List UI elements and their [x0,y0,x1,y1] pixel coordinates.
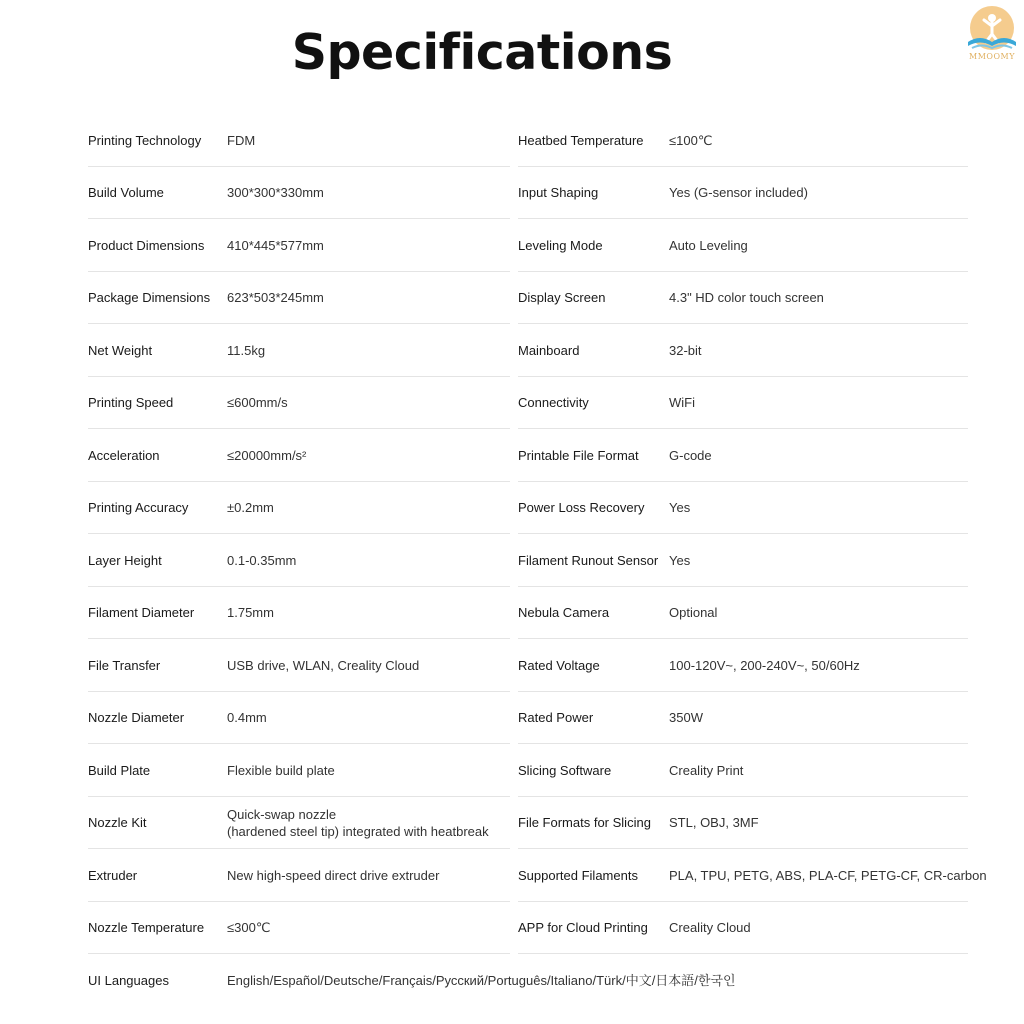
spec-row [88,534,968,587]
spec-value: 0.1-0.35mm [227,552,297,568]
spec-value: 623*503*245mm [227,290,324,305]
spec-value: STL, OBJ, 3MF [669,815,759,830]
spec-label: Filament Diameter [88,605,195,620]
spec-row [88,167,968,220]
spec-row [88,482,968,535]
spec-label: Display Screen [518,290,606,305]
spec-label: Printing Accuracy [88,500,189,515]
spec-label: Connectivity [518,395,589,410]
brand-logo [960,4,1024,66]
spec-label: Build Volume [88,185,164,200]
specifications-table [88,114,987,1007]
spec-value: 100-120V~, 200-240V~, 50/60Hz [669,657,860,673]
spec-row [88,797,968,850]
brand-logo-icon [960,4,1024,54]
spec-label: Rated Voltage [518,657,600,673]
spec-value: New high-speed direct drive extruder [227,867,440,883]
spec-label: Build Plate [88,762,151,778]
spec-row [88,639,968,692]
spec-value: Auto Leveling [669,237,748,253]
spec-label: Layer Height [88,552,162,568]
spec-value: Creality Print [669,762,744,778]
spec-value: 11.5kg [227,342,266,358]
spec-value: 32-bit [669,342,702,358]
spec-label: Filament Runout Sensor [518,552,659,568]
spec-row [88,902,968,955]
spec-value: Creality Cloud [669,920,751,935]
spec-label: Heatbed Temperature [518,132,644,148]
spec-value: English/Español/Deutsche/Français/Русский/Português/Italiano/Türk/中文/日本語/한국인 [227,972,736,988]
spec-value: 300*300*330mm [227,185,324,200]
spec-value: Yes (G-sensor included) [669,185,808,200]
spec-value: Quick-swap nozzle (hardened steel tip) integrated with heatbreak [227,806,489,839]
spec-value: 4.3" HD color touch screen [669,290,824,305]
spec-value: Yes [669,552,691,568]
spec-label: Supported Filaments [518,867,638,883]
spec-label: Power Loss Recovery [518,500,645,515]
spec-value: 350W [669,710,703,725]
spec-row [88,744,968,797]
spec-label: Input Shaping [518,185,599,200]
spec-value: 1.75mm [227,605,274,620]
spec-label: Slicing Software [518,762,612,778]
spec-value: WiFi [669,395,695,410]
spec-label: Nozzle Kit [88,815,147,830]
spec-value: ≤300℃ [227,920,271,935]
spec-value: Flexible build plate [227,762,335,778]
spec-row [88,692,968,745]
spec-label: Extruder [88,867,138,883]
spec-value: 410*445*577mm [227,237,324,253]
spec-label: Printable File Format [518,447,639,463]
spec-value: G-code [669,447,712,463]
spec-row [88,587,968,640]
spec-row [88,114,968,167]
spec-value: 0.4mm [227,710,267,725]
spec-label: Net Weight [88,342,153,358]
spec-value: Optional [669,605,718,620]
spec-value: ≤20000mm/s² [227,447,307,463]
spec-row [88,377,968,430]
spec-label: Acceleration [88,447,160,463]
page-title: Specifications [291,24,673,81]
spec-row [88,954,968,1007]
spec-label: Rated Power [518,710,594,725]
spec-label: Printing Technology [88,132,202,148]
spec-label: Nebula Camera [518,605,610,620]
spec-label: File Transfer [88,657,161,673]
spec-value: PLA, TPU, PETG, ABS, PLA-CF, PETG-CF, CR-carbon [669,867,987,883]
spec-label: APP for Cloud Printing [518,920,648,935]
spec-label: Printing Speed [88,395,174,410]
spec-row [88,849,987,902]
spec-row [88,272,968,325]
spec-value: FDM [227,132,256,148]
spec-label: Product Dimensions [88,237,205,253]
spec-label: Nozzle Temperature [88,920,205,935]
spec-label: Nozzle Diameter [88,710,185,725]
spec-label: UI Languages [88,972,169,988]
spec-row [88,429,968,482]
spec-label: Leveling Mode [518,237,603,253]
spec-value: ≤600mm/s [227,395,288,410]
spec-row [88,219,968,272]
spec-label: File Formats for Slicing [518,815,651,830]
brand-logo-text: MMOOMY [969,52,1015,61]
spec-value: Yes [669,500,691,515]
spec-value: ≤100℃ [669,132,713,148]
spec-value: ±0.2mm [227,500,274,515]
spec-row [88,324,968,377]
spec-value: USB drive, WLAN, Creality Cloud [227,657,420,673]
spec-label: Package Dimensions [88,290,211,305]
spec-label: Mainboard [518,342,580,358]
